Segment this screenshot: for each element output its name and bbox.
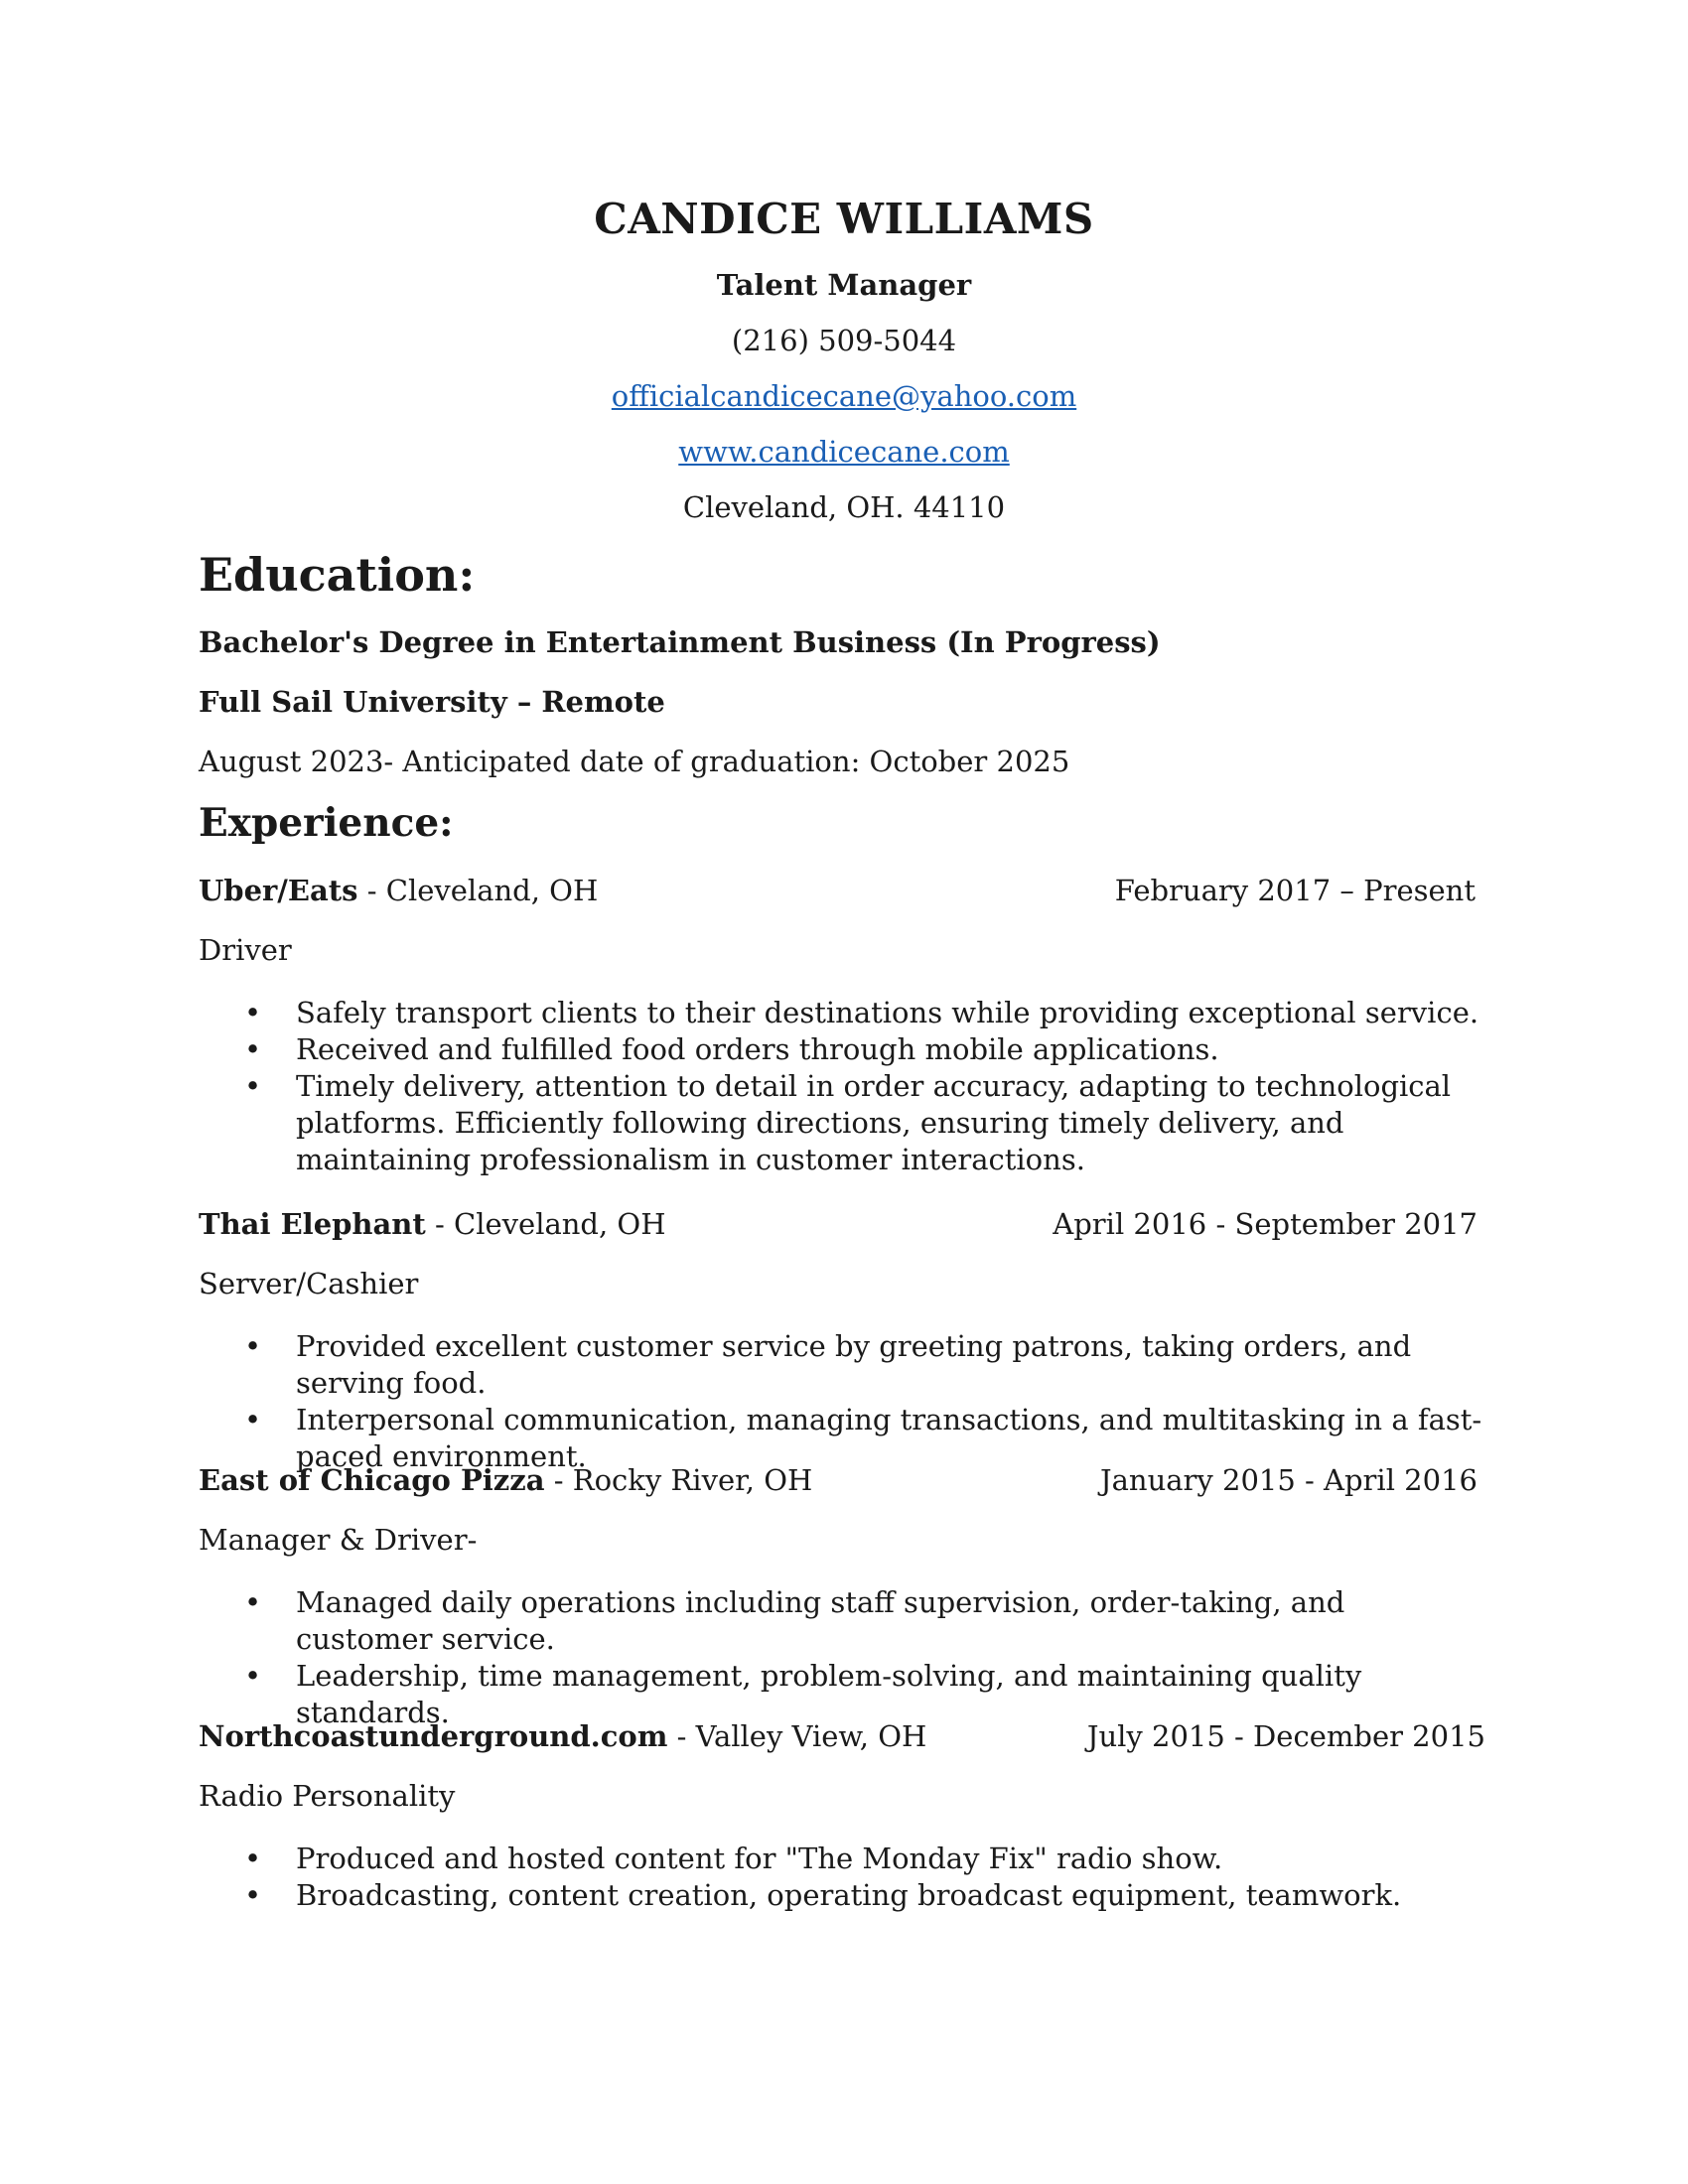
job-role: Driver xyxy=(199,933,292,967)
bullet-item: • Broadcasting, content creation, operating broadcast equipment, teamwork. xyxy=(199,1877,1489,1914)
job-header xyxy=(199,874,598,907)
employer-location: - Valley View, OH xyxy=(667,1719,927,1753)
job-dates: April 2016 - September 2017 xyxy=(1053,1207,1477,1241)
employer-location: - Cleveland, OH xyxy=(425,1207,666,1241)
job-header xyxy=(199,1719,926,1753)
website-link[interactable]: www.candicecane.com xyxy=(678,435,1010,469)
bullet-item: • Leadership, time management, problem-solving, and maintaining quality standards. xyxy=(199,1658,1489,1731)
employer-name: East of Chicago Pizza xyxy=(199,1463,545,1497)
employer-location: - Rocky River, OH xyxy=(544,1463,813,1497)
bullet-item: • Managed daily operations including staff supervision, order-taking, and customer service. xyxy=(199,1584,1489,1658)
bullet-item: • Produced and hosted content for "The Monday Fix" radio show. xyxy=(199,1841,1489,1877)
job-role: Manager & Driver- xyxy=(199,1523,478,1557)
education-dates: August 2023- Anticipated date of graduation: October 2025 xyxy=(199,745,1070,778)
bullet-item: • Interpersonal communication, managing transactions, and multitasking in a fast-paced environment. xyxy=(199,1402,1489,1475)
job-bullets xyxy=(199,1328,1489,1475)
phone-number: (216) 509-5044 xyxy=(731,324,957,357)
job-header xyxy=(199,1207,666,1241)
job-dates: February 2017 – Present xyxy=(1114,874,1476,907)
job-dates: July 2015 - December 2015 xyxy=(1086,1719,1485,1753)
job-bullets xyxy=(199,995,1489,1178)
candidate-name: CANDICE WILLIAMS xyxy=(594,195,1094,243)
bullet-item: • Safely transport clients to their destinations while providing exceptional service. xyxy=(199,995,1489,1031)
job-title: Talent Manager xyxy=(716,268,972,302)
job-header xyxy=(199,1463,812,1497)
school: Full Sail University – Remote xyxy=(199,685,665,719)
employer-name: Uber/Eats xyxy=(199,874,358,907)
bullet-item: • Timely delivery, attention to detail in order accuracy, adapting to technological platforms. Efficiently following directions, ensuring timely delivery, and maintaining professionalism in customer interactions. xyxy=(199,1068,1489,1178)
degree: Bachelor's Degree in Entertainment Business (In Progress) xyxy=(199,625,1161,659)
job-bullets xyxy=(199,1584,1489,1731)
education-heading: Education: xyxy=(199,548,476,602)
employer-location: - Cleveland, OH xyxy=(357,874,599,907)
job-role: Server/Cashier xyxy=(199,1267,419,1300)
job-role: Radio Personality xyxy=(199,1779,456,1813)
employer-name: Northcoastunderground.com xyxy=(199,1719,668,1753)
website-row xyxy=(0,435,1688,469)
location: Cleveland, OH. 44110 xyxy=(682,490,1006,524)
experience-heading: Experience: xyxy=(199,800,454,846)
job-bullets xyxy=(199,1841,1489,1914)
email-link[interactable]: officialcandicecane@yahoo.com xyxy=(611,379,1077,413)
email-row xyxy=(0,379,1688,413)
bullet-item: • Provided excellent customer service by greeting patrons, taking orders, and serving food. xyxy=(199,1328,1489,1402)
employer-name: Thai Elephant xyxy=(199,1207,426,1241)
bullet-item: • Received and fulfilled food orders through mobile applications. xyxy=(199,1031,1489,1068)
job-dates: January 2015 - April 2016 xyxy=(1099,1463,1477,1497)
